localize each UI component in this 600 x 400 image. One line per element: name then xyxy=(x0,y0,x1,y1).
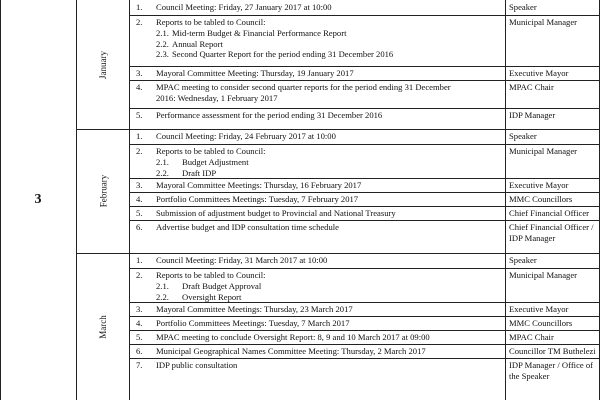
responsible-party xyxy=(509,82,599,93)
item-text-continued: 2016: Wednesday, 1 February 2017 xyxy=(156,92,278,103)
responsible-party xyxy=(509,304,599,315)
sub-item xyxy=(131,292,503,303)
responsible-party-line: Chief Financial Officer xyxy=(509,208,590,218)
responsible-party-line: the Speaker xyxy=(509,370,550,381)
month-divider xyxy=(76,253,600,254)
responsible-party xyxy=(509,68,599,79)
month-cell xyxy=(77,129,129,253)
item-text: Reports to be tabled to Council: xyxy=(156,146,266,156)
item-text: Mayoral Committee Meetings: Thursday, 16 February 2017 xyxy=(156,180,362,190)
month-label: January xyxy=(98,50,108,79)
sub-item-text: Mid-term Budget & Financial Performance Report xyxy=(172,27,347,38)
sub-item-text: Second Quarter Report for the period ending 31 December 2016 xyxy=(172,49,394,60)
item-text: Municipal Geographical Names Committee Meeting: Thursday, 2 March 2017 xyxy=(156,346,426,356)
item-number: 4. xyxy=(136,194,143,204)
responsible-party-line: Chief Financial Officer / xyxy=(509,222,594,232)
item-number: 5. xyxy=(136,110,143,120)
responsible-party xyxy=(509,360,599,382)
agenda-item-line xyxy=(131,131,503,142)
responsible-party xyxy=(509,131,599,142)
item-number: 2. xyxy=(136,270,143,280)
row-divider xyxy=(129,220,600,221)
responsible-party xyxy=(509,255,599,266)
month-cell xyxy=(77,253,129,400)
item-text: Council Meeting: Friday, 27 January 2017 at 10:00 xyxy=(156,2,332,12)
responsible-party-line: Executive Mayor xyxy=(509,180,569,190)
item-number: 6. xyxy=(136,222,143,232)
row-divider xyxy=(129,206,600,207)
agenda-item-line xyxy=(131,82,503,93)
sub-item xyxy=(131,28,503,39)
sub-item-text: Annual Report xyxy=(172,38,223,49)
item-text: Portfolio Committees Meetings: Tuesday, 7 March 2017 xyxy=(156,318,350,328)
responsible-party-line: IDP Manager xyxy=(509,110,556,120)
responsible-party xyxy=(509,180,599,191)
agenda-item xyxy=(131,270,503,302)
responsible-party-line: Municipal Manager xyxy=(509,270,578,280)
agenda-item xyxy=(131,110,503,121)
item-text: Submission of adjustment budget to Provincial and National Treasury xyxy=(156,208,396,218)
sub-item-text: Budget Adjustment xyxy=(182,156,249,167)
row-divider xyxy=(129,192,600,193)
row-divider xyxy=(129,330,600,331)
sub-item xyxy=(131,281,503,292)
responsible-party-line: Executive Mayor xyxy=(509,68,569,78)
item-text: Council Meeting: Friday, 31 March 2017 at 10:00 xyxy=(156,255,328,265)
sub-item xyxy=(131,49,503,60)
agenda-item xyxy=(131,318,503,329)
month-label: March xyxy=(98,314,108,339)
sub-item-number: 2.1. xyxy=(156,280,169,291)
agenda-item xyxy=(131,131,503,142)
responsible-party-line: IDP Manager xyxy=(509,232,556,243)
agenda-item xyxy=(131,180,503,191)
row-divider xyxy=(129,66,600,67)
agenda-item-line xyxy=(131,346,503,357)
agenda-item-line xyxy=(131,180,503,191)
agenda-item-line xyxy=(131,2,503,13)
agenda-item xyxy=(131,304,503,315)
responsible-party xyxy=(509,270,599,281)
item-text: Council Meeting: Friday, 24 February 2017 at 10:00 xyxy=(156,131,336,141)
responsible-party xyxy=(509,332,599,343)
responsible-party-line: Speaker xyxy=(509,255,537,265)
sub-item xyxy=(131,168,503,179)
sub-item-text: Draft Budget Approval xyxy=(182,280,262,291)
agenda-item-line xyxy=(131,304,503,315)
item-text: Advertise budget and IDP consultation time schedule xyxy=(156,222,339,232)
item-number: 1. xyxy=(136,2,143,12)
agenda-item-line xyxy=(131,110,503,121)
agenda-item xyxy=(131,2,503,13)
item-text: MPAC meeting to consider second quarter reports for the period ending 31 December xyxy=(156,82,451,92)
item-number: 2. xyxy=(136,146,143,156)
item-number: 5. xyxy=(136,208,143,218)
item-number: 4. xyxy=(136,82,143,92)
item-number: 4. xyxy=(136,318,143,328)
agenda-item xyxy=(131,82,503,104)
responsible-party xyxy=(509,208,599,219)
responsible-party-line: MPAC Chair xyxy=(509,82,554,92)
responsible-party-line: Speaker xyxy=(509,131,537,141)
agenda-item xyxy=(131,360,503,371)
agenda-item-line xyxy=(131,222,503,233)
row-divider xyxy=(129,344,600,345)
sub-item-text: Draft IDP xyxy=(182,167,217,178)
sub-item xyxy=(131,39,503,50)
responsible-party xyxy=(509,2,599,13)
agenda-item-line xyxy=(131,270,503,281)
month-label: February xyxy=(98,174,108,208)
responsible-party-line: Councillor TM Buthelezi xyxy=(509,346,596,356)
responsible-party xyxy=(509,110,599,121)
agenda-item xyxy=(131,255,503,266)
sub-item-number: 2.1. xyxy=(156,156,169,167)
item-number: 1. xyxy=(136,255,143,265)
sub-item-number: 2.3. xyxy=(156,49,169,60)
item-number: 1. xyxy=(136,131,143,141)
row-divider xyxy=(129,80,600,81)
item-text: Mayoral Committee Meeting: Thursday, 19 January 2017 xyxy=(156,68,354,78)
row-divider xyxy=(129,358,600,359)
item-number: 2. xyxy=(136,17,143,27)
responsible-party xyxy=(509,318,599,329)
responsible-party-line: MPAC Chair xyxy=(509,332,554,342)
sub-item-number: 2.1. xyxy=(156,27,169,38)
agenda-item xyxy=(131,68,503,79)
agenda-item xyxy=(131,194,503,205)
agenda-item xyxy=(131,17,503,60)
item-text: Performance assessment for the period ending 31 December 2016 xyxy=(156,110,383,120)
item-column-divider xyxy=(505,0,506,400)
agenda-item xyxy=(131,208,503,219)
responsible-party xyxy=(509,222,599,244)
responsible-party-line: MMC Councillors xyxy=(509,194,573,204)
agenda-item xyxy=(131,332,503,343)
item-number: 3. xyxy=(136,180,143,190)
responsible-party-line: IDP Manager / Office of xyxy=(509,360,593,370)
responsible-party-line: Speaker xyxy=(509,2,537,12)
responsible-party xyxy=(509,146,599,157)
agenda-item-line xyxy=(131,146,503,157)
responsible-party-line: Municipal Manager xyxy=(509,17,578,27)
row-divider xyxy=(129,108,600,109)
item-text: Portfolio Committees Meetings: Tuesday, 7 February 2017 xyxy=(156,194,359,204)
responsible-party xyxy=(509,194,599,205)
sub-item-number: 2.2. xyxy=(156,291,169,302)
month-divider xyxy=(76,129,600,130)
sub-item-number: 2.2. xyxy=(156,38,169,49)
agenda-item-line xyxy=(131,332,503,343)
agenda-item xyxy=(131,222,503,233)
row-divider xyxy=(129,316,600,317)
agenda-item-line xyxy=(131,68,503,79)
responsible-party-line: MMC Councillors xyxy=(509,318,573,328)
agenda-item-line xyxy=(131,360,503,371)
item-number: 7. xyxy=(136,360,143,370)
agenda-item xyxy=(131,346,503,357)
agenda-item-line xyxy=(131,318,503,329)
row-divider xyxy=(129,144,600,145)
agenda-item xyxy=(131,146,503,178)
agenda-item-line xyxy=(131,208,503,219)
item-text: IDP public consultation xyxy=(156,360,238,370)
responsible-party-line: Executive Mayor xyxy=(509,304,569,314)
agenda-item-line xyxy=(131,255,503,266)
responsible-party xyxy=(509,346,599,357)
item-text: Reports to be tabled to Council: xyxy=(156,17,266,27)
agenda-item-line xyxy=(131,194,503,205)
sub-item-text: Oversight Report xyxy=(182,291,242,302)
sub-item xyxy=(131,157,503,168)
responsible-party xyxy=(509,17,599,28)
agenda-item-line xyxy=(131,17,503,28)
sub-item-number: 2.2. xyxy=(156,167,169,178)
row-divider xyxy=(129,15,600,16)
item-number: 6. xyxy=(136,346,143,356)
month-column-divider xyxy=(129,0,130,400)
item-text: Mayoral Committee Meetings: Thursday, 23 March 2017 xyxy=(156,304,353,314)
section-number: 3 xyxy=(34,192,42,207)
item-number: 3. xyxy=(136,68,143,78)
row-divider xyxy=(129,268,600,269)
responsible-party-line: Municipal Manager xyxy=(509,146,578,156)
item-number: 5. xyxy=(136,332,143,342)
month-cell xyxy=(77,0,129,129)
item-text: MPAC meeting to conclude Oversight Report: 8, 9 and 10 March 2017 at 09:00 xyxy=(156,332,430,342)
item-text: Reports to be tabled to Council: xyxy=(156,270,266,280)
item-number: 3. xyxy=(136,304,143,314)
